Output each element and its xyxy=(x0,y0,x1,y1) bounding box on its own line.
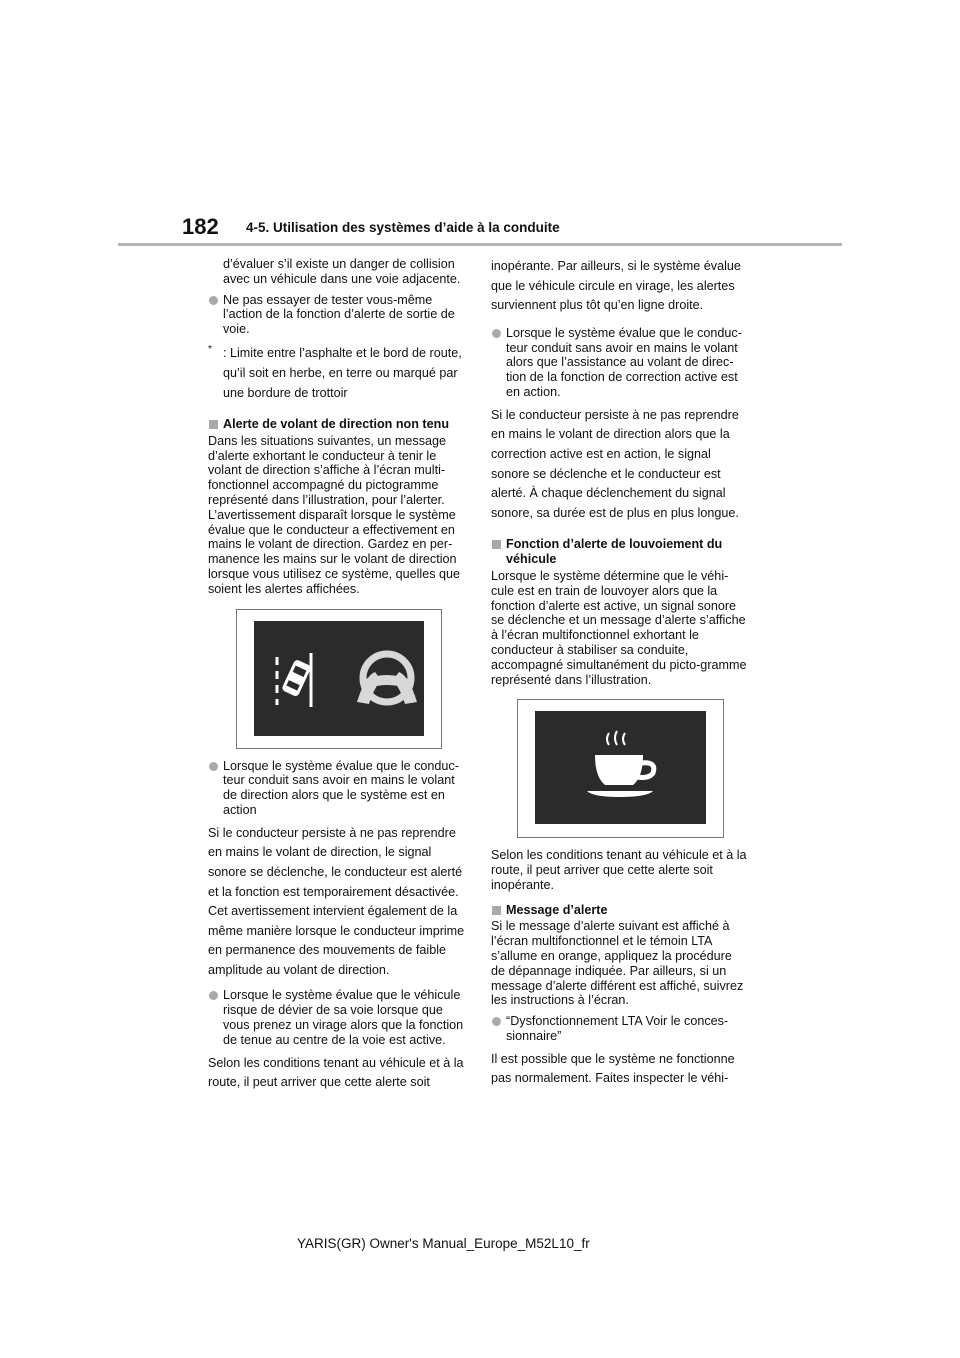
bullet-item-correction xyxy=(491,326,749,400)
header-rule xyxy=(118,243,842,246)
paragraph-possible: Il est possible que le système ne fonctionne pas normalement. Faites inspecter le véhi- xyxy=(491,1051,735,1086)
bullet-item-dysfonctionnement xyxy=(491,1014,749,1044)
paragraph-selon-2: Selon les conditions tenant au véhicule et à la route, il peut arriver que cette alerte soit inopérante. xyxy=(491,848,747,892)
display-screen xyxy=(535,711,706,824)
footnote-text: : Limite entre l’asphalte et le bord de route, qu’il soit en herbe, en terre ou marqué par une bordure de trottoir xyxy=(223,345,462,400)
paragraph-hands-off: Dans les situations suivantes, un message d’alerte exhortant le conducteur à tenir le volant de direction s’affiche à l’écran multi-fonctionnel accompagné du pictogramme représenté dans l’illustration, pour l’alerter. L’avertissement disparaît lorsque le système évalue que le conducteur a effectivement en mains le volant de direction. Gardez en per-manence les mains sur le volant de direction lorsque vous utilisez ce système, quelles que soient les alertes affichées. xyxy=(208,433,461,596)
heading-text: Fonction d’alerte de louvoiement du véhicule xyxy=(506,537,723,567)
bullet-item-action xyxy=(208,759,466,818)
footnote xyxy=(208,343,466,403)
bullet-text: Lorsque le système évalue que le conduc-teur conduit sans avoir en mains le volant alors que l’assistance au volant de direc-tion de la fonction de correction active est en action. xyxy=(506,325,742,399)
bullet-text: Ne pas essayer de tester vous-même l’action de la fonction d’alerte de sortie de voie. xyxy=(223,292,455,337)
paragraph-persist: Si le conducteur persiste à ne pas reprendre en mains le volant de direction, le signal sonore se déclenche, le conducteur est alerté et la fonction est temporairement désactivée. Cet avertissement intervient également de la même manière lorsque le conducteur imprime en permanence des mouvements de faible amplitude au volant de direction. xyxy=(208,825,465,977)
paragraph-selon: Selon les conditions tenant au véhicule et à la route, il peut arriver que cette alerte soit xyxy=(208,1055,464,1090)
heading-hands-off xyxy=(208,417,466,432)
footnote-mark: * xyxy=(208,343,212,355)
heading-louvoiement xyxy=(491,537,749,567)
bullet-dot-icon xyxy=(492,1017,501,1026)
bullet-dot-icon xyxy=(209,762,218,771)
page-number: 182 xyxy=(182,214,219,239)
bullet-dot-icon xyxy=(209,991,218,1000)
bullet-dot-icon xyxy=(492,329,501,338)
bullet-dot-icon xyxy=(209,296,218,305)
steering-wheel-hands-icon xyxy=(347,646,427,716)
right-column xyxy=(491,257,749,1089)
footer-manual-id: YARIS(GR) Owner's Manual_Europe_M52L10_fr xyxy=(297,1236,590,1251)
figure-hands-off-warning xyxy=(236,609,442,749)
heading-text: Alerte de volant de direction non tenu xyxy=(223,416,450,431)
heading-text: Message d’alerte xyxy=(506,902,608,917)
section-title: 4-5. Utilisation des systèmes d’aide à la conduite xyxy=(246,220,560,235)
left-column xyxy=(208,257,466,1093)
heading-square-icon xyxy=(209,420,218,429)
bullet-text: Lorsque le système évalue que le conduc-teur conduit sans avoir en mains le volant de direction alors que le système est en action xyxy=(223,758,459,817)
paragraph-inoperante: inopérante. Par ailleurs, si le système évalue que le véhicule circule en virage, les alertes surviennent plus tôt qu’en ligne droite. xyxy=(491,259,741,313)
bullet-text: Lorsque le système évalue que le véhicule risque de dévier de sa voie lorsque que vous prenez un virage alors que la fonction de tenue au centre de la voie est active. xyxy=(223,988,464,1047)
figure-coffee-warning xyxy=(517,699,724,838)
bullet-text: “Dysfonctionnement LTA Voir le conces-sionnaire” xyxy=(506,1014,729,1044)
coffee-cup-icon xyxy=(535,711,706,824)
bullet-item-test xyxy=(208,293,466,337)
paragraph-louvoiement: Lorsque le système détermine que le véhi-cule est en train de louvoyer alors que la fonction d’alerte est active, un signal sonore se déclenche et un message d’alerte s’affiche à l’écran multifonctionnel exhortant le conducteur à stabiliser sa conduite, accompagné simultanément du picto-gramme représenté dans l’illustration. xyxy=(491,568,747,687)
heading-message xyxy=(491,903,749,918)
heading-square-icon xyxy=(492,540,501,549)
paragraph-message: Si le message d’alerte suivant est affiché à l’écran multifonctionnel et le témoin LTA s’allume en orange, appliquez la procédure de dépannage indiquée. Par ailleurs, si un message d’alerte différent est affiché, suivrez les instructions à l’écran. xyxy=(491,919,744,1008)
paragraph-continuation: d’évaluer s’il existe un danger de collision avec un véhicule dans une voie adjacente. xyxy=(223,257,461,286)
bullet-item-virage xyxy=(208,988,466,1047)
paragraph-persist-correction: Si le conducteur persiste à ne pas reprendre en mains le volant de direction alors que la correction active est en action, le signal sonore se déclenche et le conducteur est alerté. À chaque déclenchement du signal sonore, sa durée est de plus en plus longue. xyxy=(491,407,739,520)
heading-square-icon xyxy=(492,906,501,915)
